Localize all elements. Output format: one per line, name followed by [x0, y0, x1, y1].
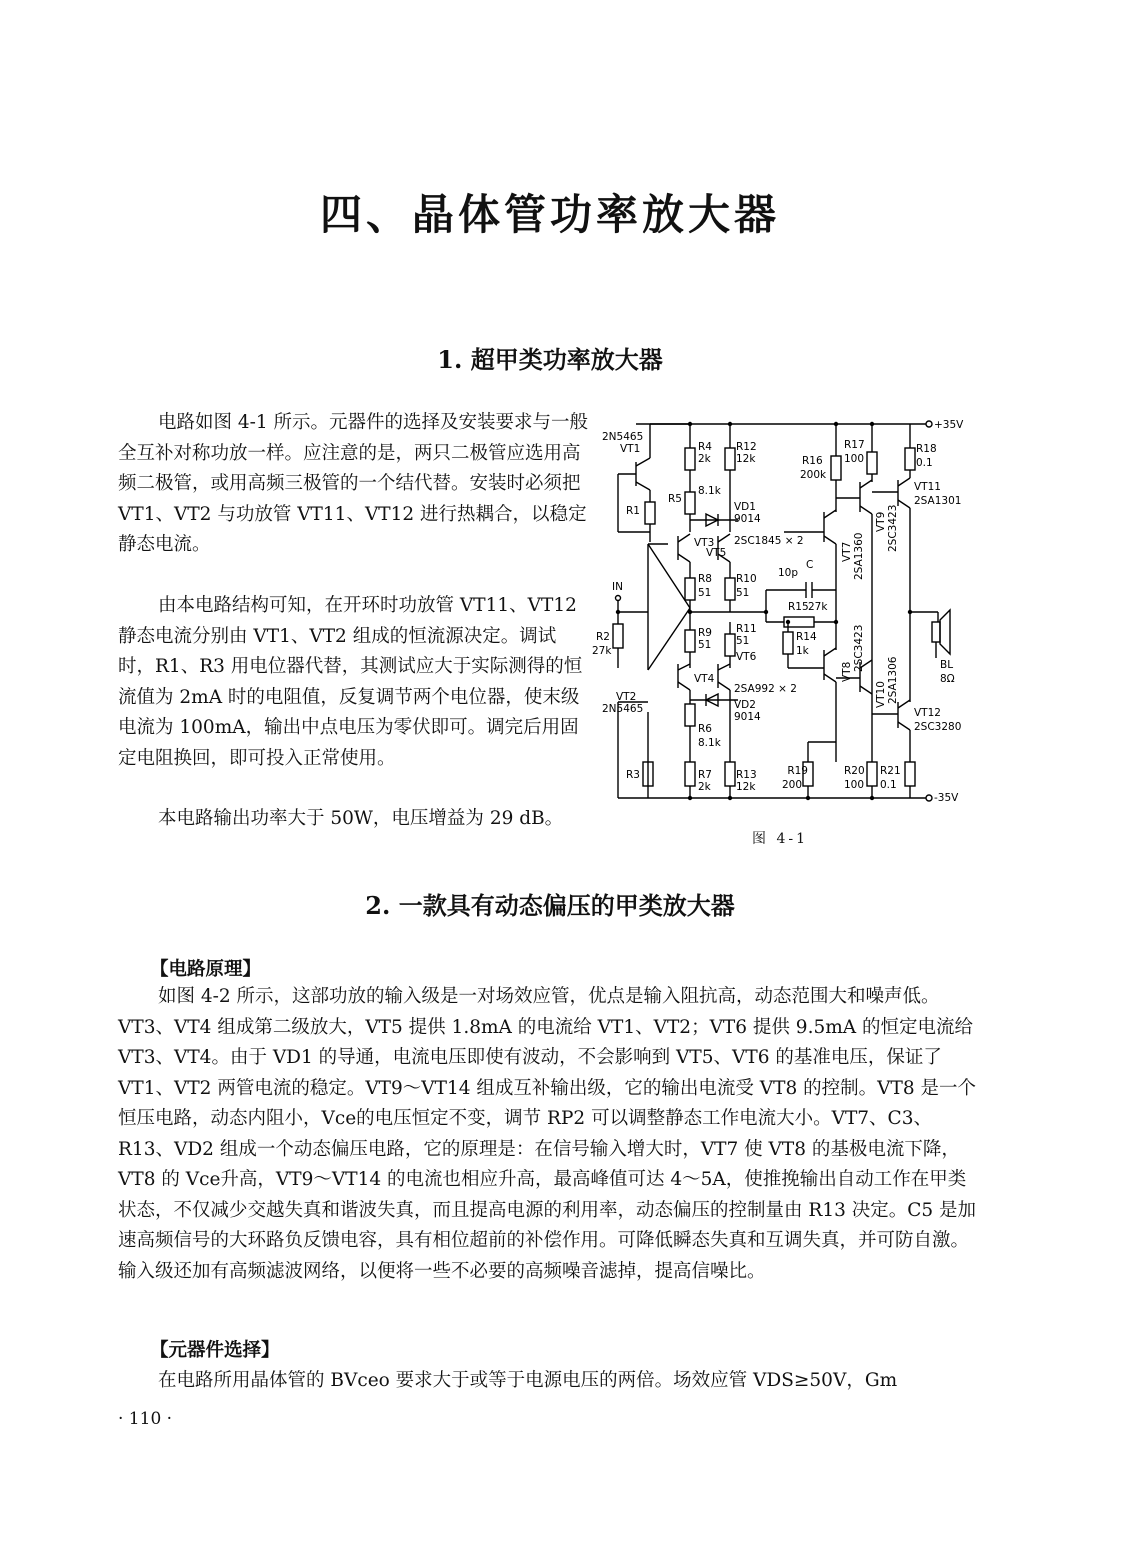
label-r5: R5 — [668, 493, 682, 505]
label-r9-val: 51 — [698, 639, 712, 651]
label-vt11: VT11 — [914, 481, 941, 493]
label-r16: R16 — [802, 455, 823, 467]
label-vt4: VT4 — [694, 673, 715, 685]
label-vt9-part: 2SC3423 — [887, 504, 899, 552]
label-r4-val: 2k — [698, 453, 711, 465]
label-vd1: VD1 — [734, 501, 756, 513]
label-bl-val: 8Ω — [940, 673, 955, 685]
label-bl: BL — [940, 659, 954, 671]
label-r1: R1 — [626, 505, 640, 517]
label-r2-val: 27k — [592, 645, 612, 657]
label-vt2: VT2 — [616, 691, 637, 703]
label-r8: R8 — [698, 573, 712, 585]
label-vt8: VT8 — [841, 661, 853, 682]
label-vt12: VT12 — [914, 707, 941, 719]
subhead-circuit-principle: 【电路原理】 — [150, 959, 262, 980]
circuit-diagram — [592, 412, 998, 812]
figure-caption: 图 4-1 — [752, 831, 808, 847]
label-r18-val: 0.1 — [916, 457, 933, 469]
label-c: C — [806, 559, 814, 571]
label-vt9: VT9 — [875, 511, 887, 532]
label-vd1-part: 9014 — [734, 513, 761, 525]
label-r7: R7 — [698, 769, 712, 781]
label-r20-val: 100 — [844, 779, 865, 791]
label-vt10-part: 2SA1306 — [887, 656, 899, 704]
label-vt1: VT1 — [620, 443, 641, 455]
label-r19-val: 200 — [781, 779, 802, 791]
label-r6-val: 8.1k — [698, 737, 721, 749]
label-r3: R3 — [626, 769, 640, 781]
page-number: · 110 · — [118, 1409, 173, 1429]
label-vt12-part: 2SC3280 — [914, 721, 962, 733]
label-vcc: +35V — [934, 419, 964, 431]
label-r13: R13 — [736, 769, 757, 781]
label-vd2: VD2 — [734, 699, 756, 711]
label-vd2-part: 9014 — [734, 711, 761, 723]
label-r6: R6 — [698, 723, 712, 735]
section1-paragraph-2: 由本电路结构可知，在开环时功放管 VT11、VT12 静态电流分别由 VT1、VT2 组成的恒流源决定。调试时，R1、R3 用电位器代替，其测试应大于实际测得的恒流值为 2mA 时的电阻值，反复调节两个电位器，使末级电流为 100mA，输出中点电压为零伏即可。调完后用固定电阻换回，即可投入正常使用。 — [118, 595, 583, 769]
label-vt6-note: 2SA992 × 2 — [734, 683, 797, 695]
label-r14-val: 1k — [796, 645, 809, 657]
label-in: IN — [612, 581, 623, 593]
label-vt3: VT3 — [694, 537, 715, 549]
label-r14: R14 — [796, 631, 817, 643]
label-vt1-part: 2N5465 — [602, 431, 644, 443]
label-r9: R9 — [698, 627, 712, 639]
subhead-component-selection: 【元器件选择】 — [150, 1340, 280, 1361]
section1-paragraph-3: 本电路输出功率大于 50W，电压增益为 29 dB。 — [158, 808, 564, 829]
label-vt7: VT7 — [841, 541, 853, 562]
label-r17-val: 100 — [844, 453, 865, 465]
label-r10: R10 — [736, 573, 757, 585]
label-r21-val: 0.1 — [880, 779, 897, 791]
label-r7-val: 2k — [698, 781, 711, 793]
section1-title: 1. 超甲类功率放大器 — [437, 345, 663, 374]
label-r20: R20 — [844, 765, 865, 777]
section2-selection-paragraph: 在电路所用晶体管的 BVceo 要求大于或等于电源电压的两倍。场效应管 VDS≥50V，Gm — [158, 1370, 898, 1391]
label-r12-val: 12k — [736, 453, 756, 465]
label-r21: R21 — [880, 765, 901, 777]
label-vt6: VT6 — [736, 651, 757, 663]
label-r8-val: 51 — [698, 587, 712, 599]
section2-principle-paragraph: 如图 4-2 所示，这部功放的输入级是一对场效应管，优点是输入阻抗高，动态范围大和噪声低。VT3、VT4 组成第二级放大，VT5 提供 1.8mA 的电流给 VT1、VT2；VT6 提供 9.5mA 的恒定电流给 VT3、VT4。由于 VD1 的导通，电流电压即使有波动，不会影响到 VT5、VT6 的基准电压，保证了 VT1、VT2 两管电流的稳定。VT9～VT14 组成互补输出级，它的输出电流受 VT8 的控制。VT8 是一个恒压电路，动态内阻小，Vce的电压恒定不变，调节 RP2 可以调整静态工作电流大小。VT7、C3、R13、VD2 组成一个动态偏压电路，它的原理是：在信号输入增大时，VT7 使 VT8 的基极电流下降，VT8 的 Vce升高，VT9～VT14 的电流也相应升高，最高峰值可达 4～5A，使推挽输出自动工作在甲类状态，不仅减少交越失真和谐波失真，而且提高电源的利用率，动态偏压的控制量由 R13 决定。C5 是加速高频信号的大环路负反馈电容，具有相位超前的补偿作用。可降低瞬态失真和互调失真，并可防自激。输入级还加有高频滤波网络，以便将一些不必要的高频噪音滤掉，提高信噪比。 — [118, 986, 977, 1282]
label-r11-val: 51 — [736, 635, 750, 647]
section2-title: 2. 一款具有动态偏压的甲类放大器 — [365, 891, 735, 920]
label-r10-val: 51 — [736, 587, 750, 599]
label-r16-val: 200k — [800, 469, 827, 481]
label-vt5: VT5 — [706, 547, 727, 559]
label-r19: R19 — [787, 765, 808, 777]
label-r15: R15 — [788, 601, 809, 613]
label-vt8-part: 2SC3423 — [853, 624, 865, 672]
label-vt10: VT10 — [875, 681, 887, 708]
label-r12: R12 — [736, 441, 757, 453]
label-r11: R11 — [736, 623, 757, 635]
label-r2: R2 — [596, 631, 610, 643]
label-c-val: 10p — [778, 567, 799, 579]
label-vt5-note: 2SC1845 × 2 — [734, 535, 804, 547]
label-r5-val: 8.1k — [698, 485, 721, 497]
label-vee: -35V — [934, 792, 959, 804]
label-r15-val: 27k — [808, 601, 828, 613]
label-vt2-part: 2N5465 — [602, 703, 644, 715]
label-r17: R17 — [844, 439, 865, 451]
label-vt7-part: 2SA1360 — [853, 532, 865, 580]
label-r4: R4 — [698, 441, 712, 453]
label-r13-val: 12k — [736, 781, 756, 793]
label-vt11-part: 2SA1301 — [914, 495, 962, 507]
chapter-title: 四、晶体管功率放大器 — [319, 190, 780, 239]
section1-paragraph-1: 电路如图 4-1 所示。元器件的选择及安装要求与一般全互补对称功放一样。应注意的是，两只二极管应选用高频二极管，或用高频三极管的一个结代替。安装时必须把 VT1、VT2 与功放管 VT11、VT12 进行热耦合，以稳定静态电流。 — [118, 412, 589, 555]
label-r18: R18 — [916, 443, 937, 455]
